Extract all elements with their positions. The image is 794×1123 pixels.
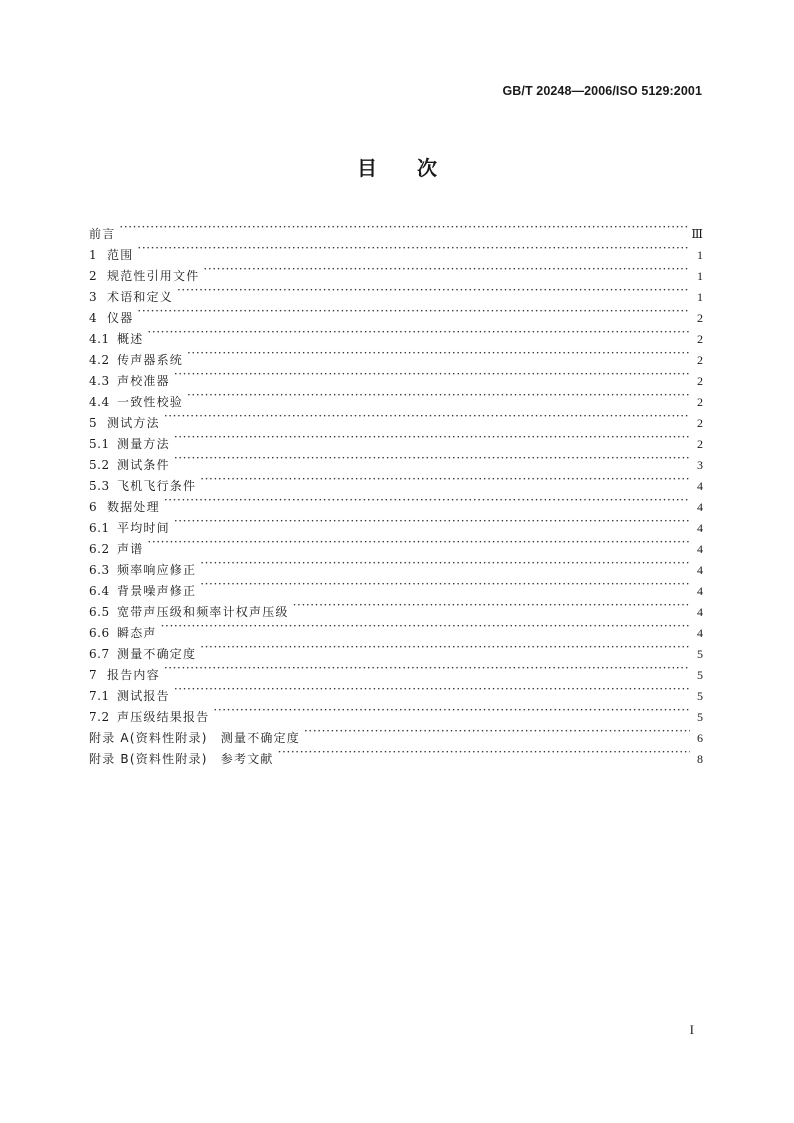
toc-entry-number: 7.1: [89, 689, 110, 703]
toc-entry-page: 2: [697, 332, 703, 346]
toc-leader-dots: [203, 259, 690, 280]
toc-entry-page: 2: [697, 395, 703, 409]
toc-entry[interactable]: [89, 217, 703, 241]
toc-entry-number: 6: [89, 500, 98, 514]
toc-entry-number: 5.3: [89, 479, 110, 493]
toc-entry[interactable]: [89, 700, 703, 724]
toc-entry-number: 1: [89, 248, 98, 262]
toc-entry-title: 测试报告: [117, 689, 170, 703]
toc-leader-dots: [200, 553, 690, 574]
toc-entry-page: 1: [697, 290, 703, 304]
toc-entry-title: 数据处理: [107, 500, 160, 514]
toc-entry-page: 2: [697, 437, 703, 451]
toc-entry-title: 声校准器: [117, 374, 170, 388]
toc-entry-page: 4: [697, 479, 703, 493]
toc-entry[interactable]: [89, 385, 703, 409]
toc-entry[interactable]: [89, 511, 703, 535]
toc-leader-dots: [174, 448, 690, 469]
toc-entry-page: 4: [697, 563, 703, 577]
toc-entry[interactable]: [89, 469, 703, 493]
toc-entry[interactable]: [89, 238, 703, 262]
toc-leader-dots: [177, 280, 690, 301]
toc-entry-number: 5: [89, 416, 98, 430]
toc-entry-page: 4: [697, 500, 703, 514]
toc-entry[interactable]: [89, 343, 703, 367]
toc-entry-page: 2: [697, 353, 703, 367]
toc-entry[interactable]: [89, 679, 703, 703]
toc-entry-title: 测量方法: [117, 437, 170, 451]
toc-entry-title: 概述: [117, 332, 144, 346]
toc-entry[interactable]: [89, 364, 703, 388]
toc-entry-number: 6.3: [89, 563, 110, 577]
toc-entry-page: 4: [697, 521, 703, 535]
toc-entry[interactable]: [89, 553, 703, 577]
toc-leader-dots: [187, 385, 690, 406]
toc-leader-dots: [137, 301, 690, 322]
toc-entry-title: 范围: [107, 248, 134, 262]
toc-entry-number: 4.4: [89, 395, 110, 409]
toc-entry-number: 6.7: [89, 647, 110, 661]
toc-leader-dots: [200, 574, 690, 595]
toc-entry-page: 1: [697, 269, 703, 283]
toc-entry-title: 报告内容: [107, 668, 160, 682]
toc-entry-number: 6.1: [89, 521, 110, 535]
toc-entry-number: 6.5: [89, 605, 110, 619]
toc-entry[interactable]: [89, 427, 703, 451]
toc-entry-title: 平均时间: [117, 521, 170, 535]
toc-entry-title: 声谱: [117, 542, 144, 556]
toc-entry[interactable]: [89, 322, 703, 346]
toc-entry[interactable]: [89, 280, 703, 304]
toc-entry[interactable]: [89, 301, 703, 325]
toc-entry-page: 4: [697, 626, 703, 640]
toc-entry[interactable]: [89, 532, 703, 556]
toc-entry-title: 规范性引用文件: [107, 269, 200, 283]
toc-entry-number: 6.4: [89, 584, 110, 598]
page-title: [0, 152, 794, 181]
table-of-contents: [89, 217, 703, 766]
page-number: I: [689, 1022, 694, 1037]
toc-entry-number: 4.2: [89, 353, 110, 367]
toc-entry-title: 附录 B(资料性附录) 参考文献: [89, 752, 274, 766]
toc-entry-page: 5: [697, 668, 703, 682]
toc-leader-dots: [174, 511, 690, 532]
toc-entry-number: 7.2: [89, 710, 110, 724]
toc-leader-dots: [213, 700, 690, 721]
toc-entry-title: 仪器: [107, 311, 134, 325]
toc-entry[interactable]: [89, 490, 703, 514]
toc-leader-dots: [147, 532, 690, 553]
toc-entry-number: 3: [89, 290, 98, 304]
toc-entry-page: 6: [697, 731, 703, 745]
toc-entry-page: 8: [697, 752, 703, 766]
toc-entry-page: 2: [697, 311, 703, 325]
toc-leader-dots: [304, 721, 690, 742]
toc-entry-page: 5: [697, 710, 703, 724]
toc-entry-number: 7: [89, 668, 98, 682]
toc-entry-page: 4: [697, 605, 703, 619]
toc-entry[interactable]: [89, 448, 703, 472]
toc-entry-title: 声压级结果报告: [117, 710, 210, 724]
toc-entry-title: 飞机飞行条件: [117, 479, 197, 493]
toc-leader-dots: [161, 616, 690, 637]
toc-entry[interactable]: [89, 658, 703, 682]
toc-leader-dots: [119, 217, 688, 238]
toc-entry-title: 测量不确定度: [117, 647, 197, 661]
toc-entry-title: 背景噪声修正: [117, 584, 197, 598]
toc-entry-number: 4.1: [89, 332, 110, 346]
toc-entry-number: 5.1: [89, 437, 110, 451]
toc-leader-dots: [200, 469, 690, 490]
toc-leader-dots: [200, 637, 690, 658]
toc-entry-title: 一致性校验: [117, 395, 184, 409]
toc-entry-title: 附录 A(资料性附录) 测量不确定度: [89, 731, 300, 745]
toc-entry-page: 4: [697, 542, 703, 556]
standard-code: GB/T 20248—2006/ISO 5129:2001: [502, 84, 702, 98]
toc-entry-page: 5: [697, 647, 703, 661]
toc-leader-dots: [147, 322, 690, 343]
toc-leader-dots: [164, 490, 690, 511]
toc-entry-title: 传声器系统: [117, 353, 184, 367]
toc-entry-title: 前言: [89, 227, 116, 241]
toc-entry-page: 1: [697, 248, 703, 262]
toc-leader-dots: [164, 658, 690, 679]
toc-leader-dots: [187, 343, 690, 364]
toc-entry-number: 6.6: [89, 626, 110, 640]
toc-entry-title: 术语和定义: [107, 290, 174, 304]
title-char-2: 次: [417, 156, 437, 180]
toc-entry-page: 2: [697, 416, 703, 430]
title-char-1: 目: [357, 156, 377, 180]
toc-entry-title: 瞬态声: [117, 626, 157, 640]
toc-leader-dots: [164, 406, 690, 427]
toc-leader-dots: [293, 595, 690, 616]
toc-leader-dots: [137, 238, 690, 259]
toc-entry-number: 5.2: [89, 458, 110, 472]
toc-entry-page: 3: [697, 458, 703, 472]
toc-entry-number: 2: [89, 269, 98, 283]
toc-entry-page: 2: [697, 374, 703, 388]
toc-entry-title: 测试方法: [107, 416, 160, 430]
toc-entry-page: 5: [697, 689, 703, 703]
toc-entry-page: 4: [697, 584, 703, 598]
toc-leader-dots: [174, 364, 690, 385]
toc-entry[interactable]: [89, 616, 703, 640]
toc-entry-title: 测试条件: [117, 458, 170, 472]
toc-entry[interactable]: [89, 259, 703, 283]
toc-leader-dots: [174, 427, 690, 448]
toc-entry[interactable]: [89, 637, 703, 661]
toc-leader-dots: [174, 679, 690, 700]
toc-entry-title: 频率响应修正: [117, 563, 197, 577]
toc-entry-page: Ⅲ: [691, 227, 703, 241]
toc-entry-number: 4: [89, 311, 98, 325]
toc-entry-number: 4.3: [89, 374, 110, 388]
toc-entry-title: 宽带声压级和频率计权声压级: [117, 605, 289, 619]
toc-leader-dots: [278, 742, 690, 763]
toc-entry-number: 6.2: [89, 542, 110, 556]
toc-entry[interactable]: [89, 406, 703, 430]
